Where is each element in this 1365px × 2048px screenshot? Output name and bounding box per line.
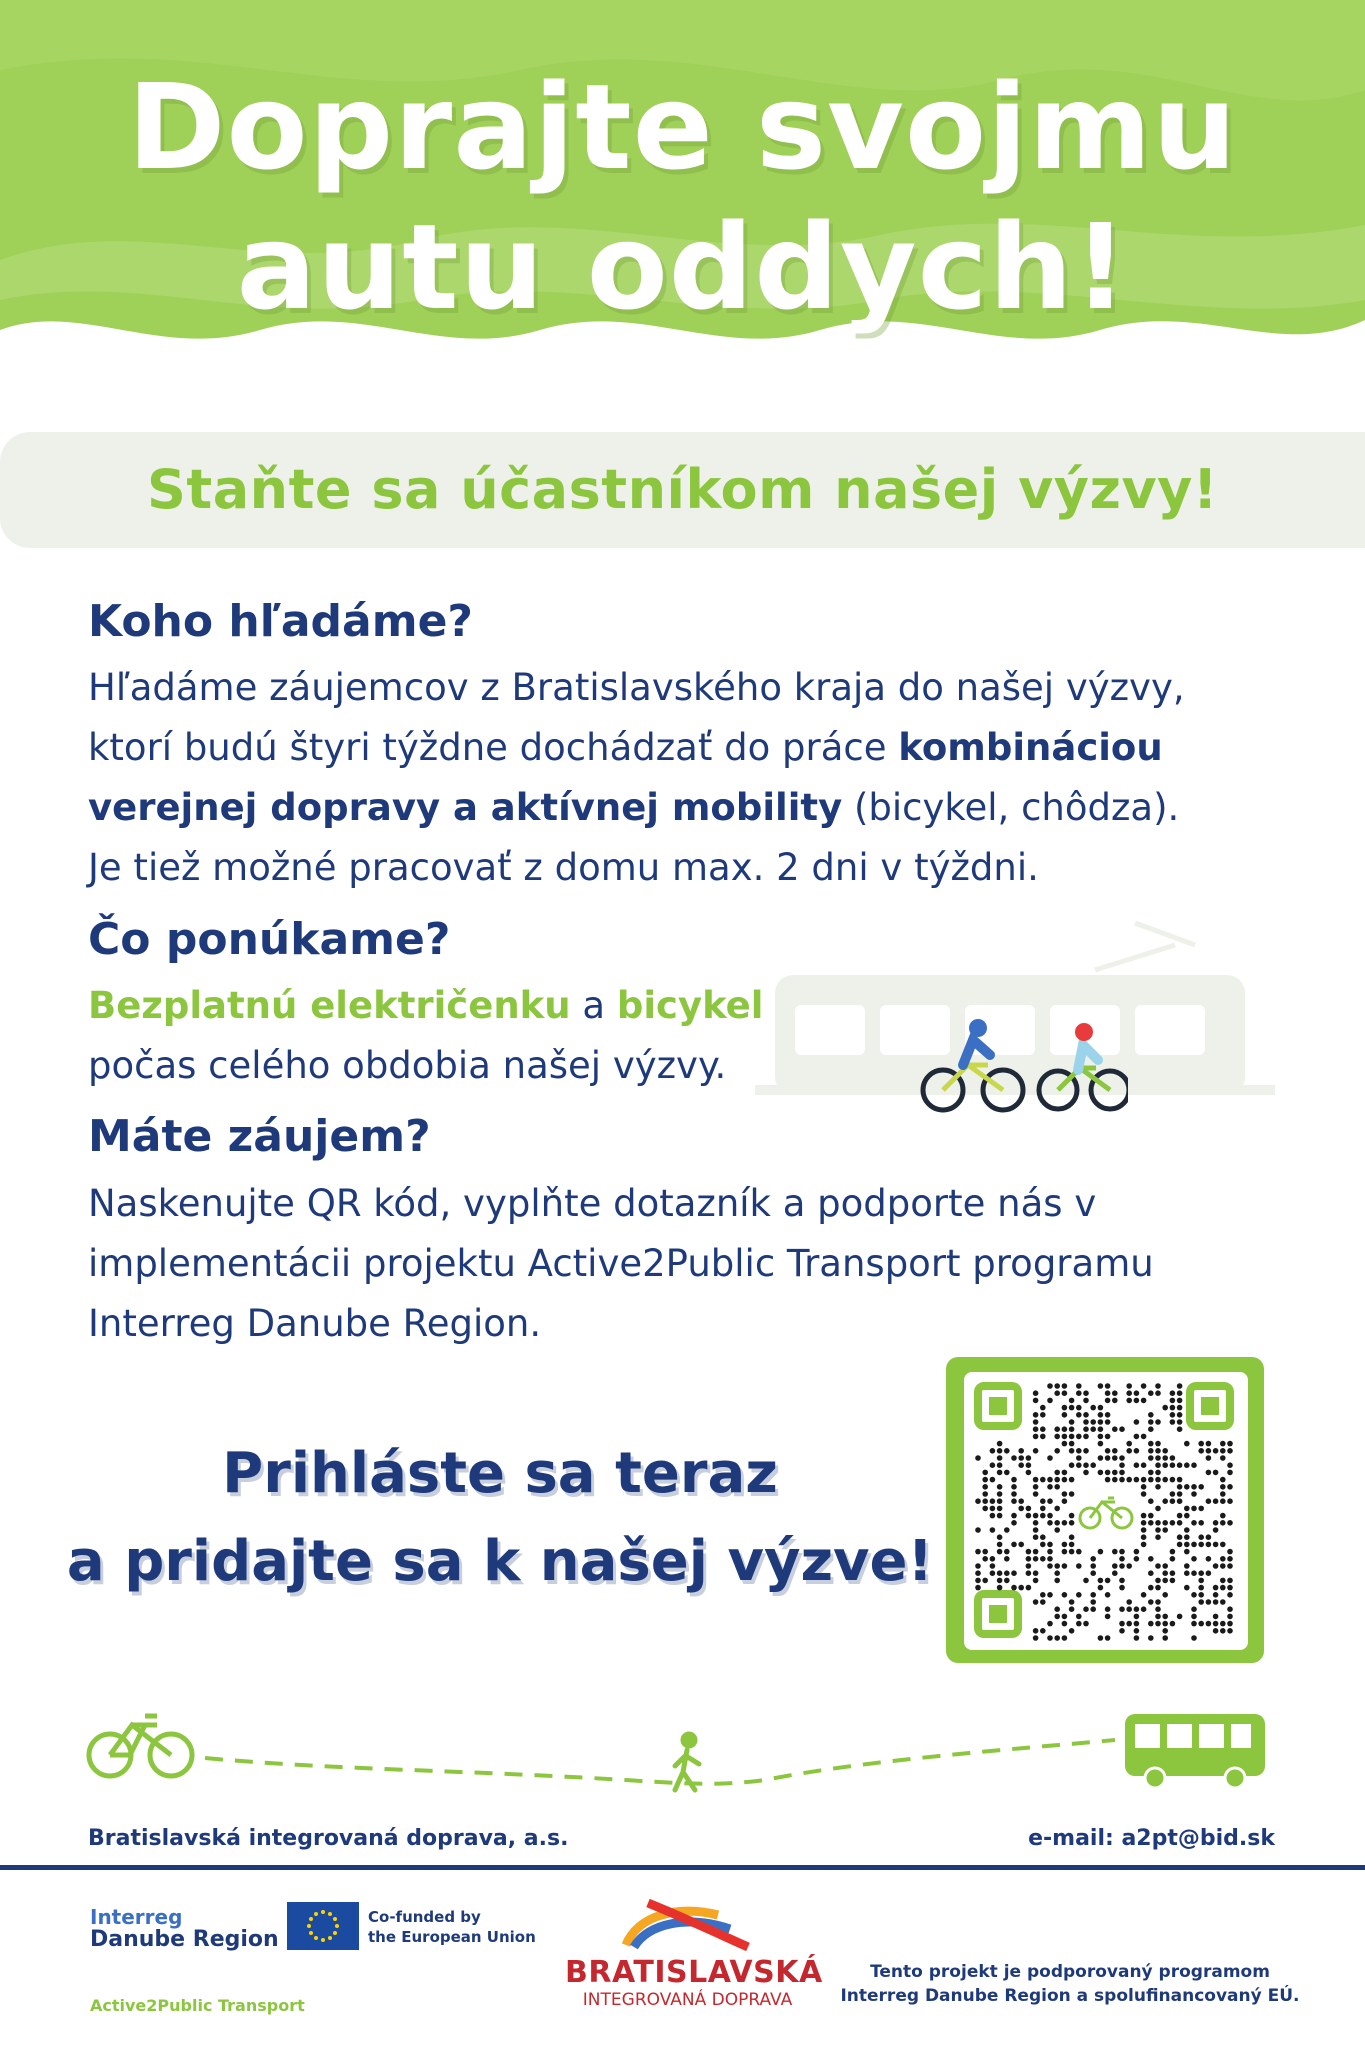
bicycle-icon <box>89 1716 192 1776</box>
section-heading-interest: Máte záujem? <box>88 1111 431 1162</box>
call-to-action <box>40 1430 960 1606</box>
section-text-who <box>88 658 1208 898</box>
footer-divider <box>0 1865 1365 1870</box>
bid-logo-text-2: INTEGROVANÁ DOPRAVA <box>582 1990 793 2010</box>
section-text-interest: Naskenujte QR kód, vyplňte dotazník a podporte nás v implementácii projektu Active2Public Transport programu Interreg Danube Region. <box>88 1182 1154 1345</box>
subtitle-banner-text: Staňte sa účastníkom našej výzvy! <box>147 458 1218 521</box>
qr-code[interactable] <box>972 1380 1240 1642</box>
active2public-label: Active2Public Transport <box>90 1996 305 2015</box>
interreg-logo-line-1: Interreg <box>90 1905 183 1929</box>
cyclist-2 <box>1039 1023 1128 1109</box>
offer-and: a <box>570 984 617 1027</box>
bid-logo <box>618 1895 758 1953</box>
footer-email[interactable]: e-mail: a2pt@bid.sk <box>1028 1826 1275 1851</box>
cta-line-1: Prihláste sa teraz <box>222 1441 778 1506</box>
funding-note-line-1: Tento projekt je podporovaný programom <box>870 1962 1270 1982</box>
interreg-logo-line-2: Danube Region <box>90 1927 279 1952</box>
route-illustration <box>85 1700 1285 1800</box>
offer-ticket: Bezplatnú električenku <box>88 984 571 1027</box>
cyclist-1 <box>923 1019 1023 1110</box>
main-title-line-1: Doprajte svojmu <box>127 58 1238 196</box>
cta-line-2: a pridajte sa k našej výzve! <box>66 1529 934 1594</box>
main-title-line-2: autu oddych! <box>236 198 1129 336</box>
cyclists-illustration <box>918 1010 1128 1115</box>
who-text-bold: kombináciou verejnej dopravy a aktívnej mobility <box>88 726 1163 829</box>
section-heading-offer: Čo ponúkame? <box>88 914 451 965</box>
section-text-offer <box>88 976 768 1096</box>
eu-cofunded-line-1: Co-funded by <box>368 1908 481 1926</box>
funding-note-line-2: Interreg Danube Region a spolufinancovaný EÚ. <box>840 1986 1300 2006</box>
eu-cofunded-line-2: the European Union <box>368 1928 536 1946</box>
footer-organization: Bratislavská integrovaná doprava, a.s. <box>88 1826 569 1851</box>
offer-bicycle: bicykel <box>616 984 764 1027</box>
section-heading-who: Koho hľadáme? <box>88 596 473 647</box>
who-text-1: Hľadáme záujemcov z Bratislavského kraja do našej výzvy, ktorí budú štyri týždne dochádzať do práce <box>88 666 1185 769</box>
bus-icon <box>1125 1714 1265 1788</box>
offer-text: počas celého obdobia našej výzvy. <box>88 1044 727 1087</box>
who-text-2: (bicykel, chôdza). Je tiež možné pracovať z domu max. 2 dni v týždni. <box>88 786 1180 889</box>
bid-logo-text-1: BRATISLAVSKÁ <box>565 1955 823 1990</box>
eu-flag <box>287 1902 359 1950</box>
